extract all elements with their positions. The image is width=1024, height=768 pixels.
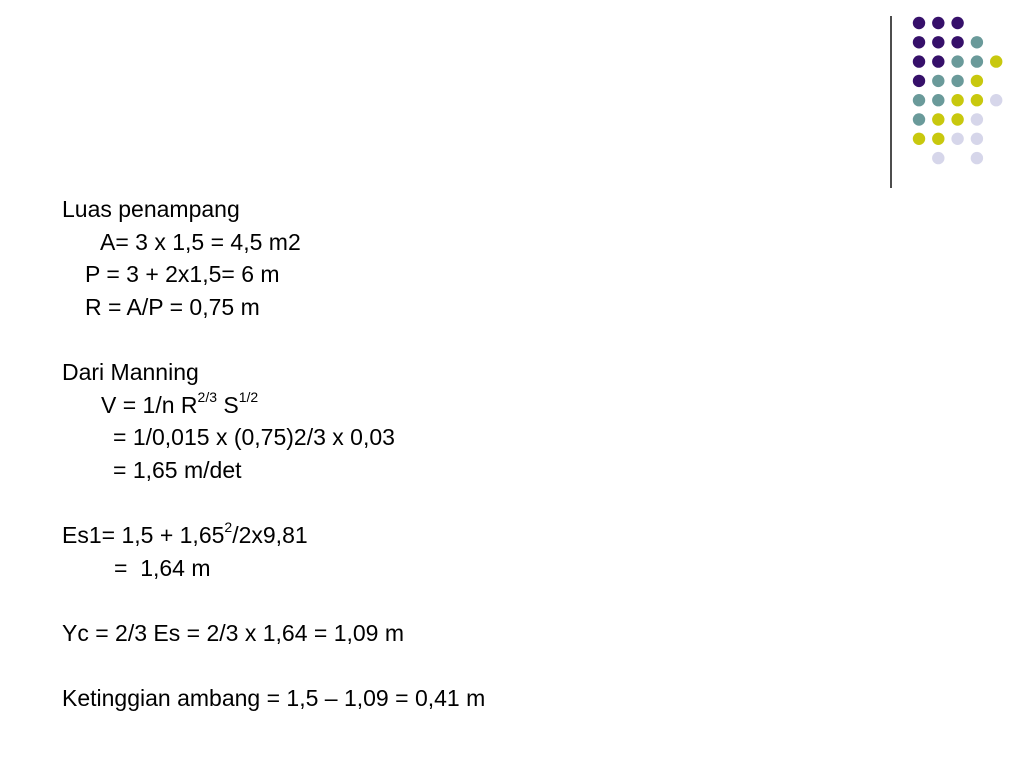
manning-formula	[62, 389, 862, 422]
decorative-dot	[971, 113, 983, 125]
decorative-dot	[971, 152, 983, 164]
decorative-dot	[990, 94, 1002, 106]
area-formula: A= 3 x 1,5 = 4,5 m2	[100, 228, 301, 255]
decorative-dot	[951, 36, 963, 48]
decorative-dot	[971, 75, 983, 87]
decorative-dot	[932, 152, 944, 164]
manning-step-1: = 1/0,015 x (0,75)2/3 x 0,03	[113, 424, 395, 451]
specific-energy-result: = 1,64 m	[114, 554, 211, 581]
decorative-dot	[951, 113, 963, 125]
decorative-dot	[932, 133, 944, 145]
manning-heading: Dari Manning	[62, 358, 199, 385]
decorative-dot	[932, 113, 944, 125]
decorative-dot	[971, 36, 983, 48]
sill-height-formula: Ketinggian ambang = 1,5 – 1,09 = 0,41 m	[62, 684, 486, 711]
es-suffix: /2x9,81	[232, 521, 308, 548]
manning-step-2: = 1,65 m/det	[113, 456, 242, 483]
decorative-dot	[951, 17, 963, 29]
decorative-dot	[932, 55, 944, 67]
decorative-dot	[932, 75, 944, 87]
decorative-dot-grid	[0, 0, 1024, 200]
decorative-dot	[913, 17, 925, 29]
decorative-dot	[971, 94, 983, 106]
decorative-dot	[990, 55, 1002, 67]
manning-r-exponent: 2/3	[197, 388, 217, 405]
decorative-dot	[951, 55, 963, 67]
manning-s-exponent: 1/2	[238, 388, 259, 405]
perimeter-formula: P = 3 + 2x1,5= 6 m	[85, 261, 280, 288]
manning-s: S	[217, 391, 239, 418]
decorative-dot	[913, 36, 925, 48]
decorative-dot	[932, 94, 944, 106]
luas-heading: Luas penampang	[62, 196, 240, 222]
decorative-dot	[913, 113, 925, 125]
decorative-dot	[932, 17, 944, 29]
decorative-dot	[913, 94, 925, 106]
decorative-dot	[971, 55, 983, 67]
manning-v-prefix: V = 1/n R	[101, 391, 198, 418]
decorative-dot	[951, 133, 963, 145]
decorative-dot	[932, 36, 944, 48]
hydraulic-radius-formula: R = A/P = 0,75 m	[85, 293, 260, 320]
decorative-dot	[913, 133, 925, 145]
decorative-dot	[951, 94, 963, 106]
decorative-dot	[971, 133, 983, 145]
divider-line	[890, 16, 892, 188]
es-prefix: Es1= 1,5 + 1,65	[62, 521, 225, 548]
decorative-dot	[913, 75, 925, 87]
critical-depth-formula: Yc = 2/3 Es = 2/3 x 1,64 = 1,09 m	[62, 619, 405, 646]
decorative-dot	[951, 75, 963, 87]
decorative-dot	[913, 55, 925, 67]
specific-energy-formula	[62, 519, 862, 552]
slide-body	[62, 193, 862, 715]
es-exponent: 2	[224, 519, 233, 536]
